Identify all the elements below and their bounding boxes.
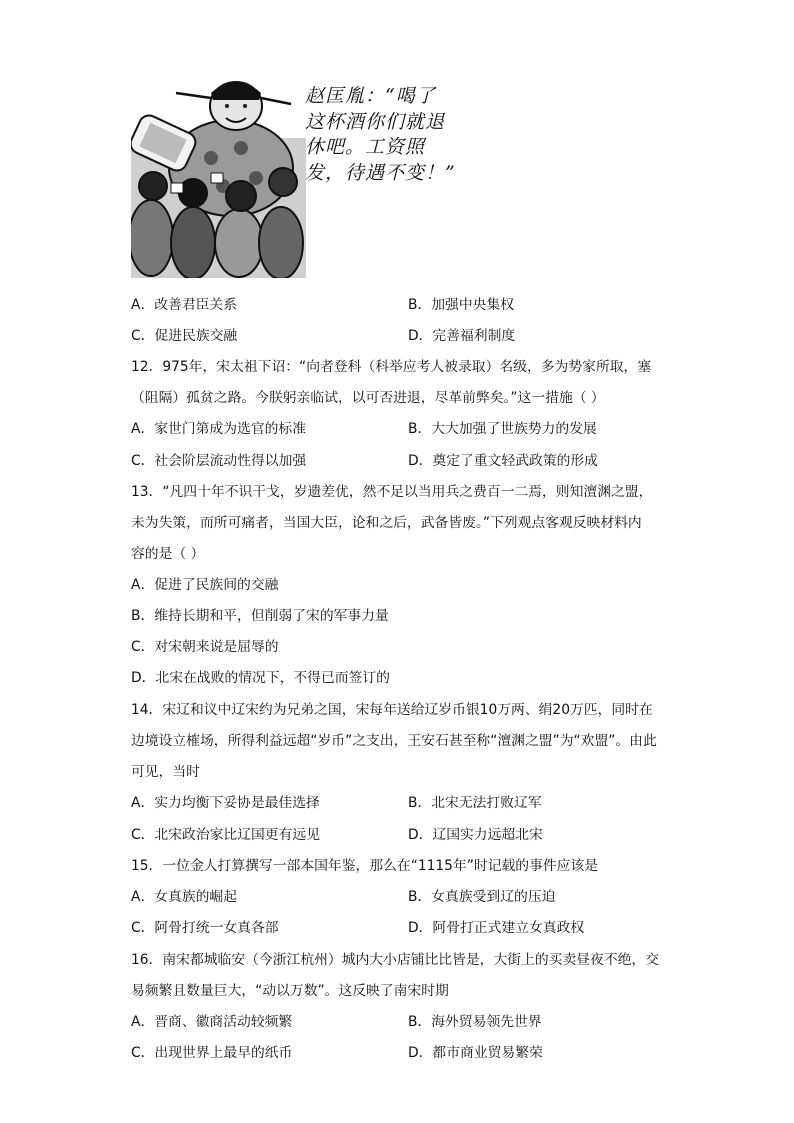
q13-stem-line-2: 未为失策，而所可痛者，当国大臣，论和之后，武备皆废。”下列观点客观反映材料内 xyxy=(131,515,642,531)
q16-option-b: B．海外贸易领先世界 xyxy=(408,1014,542,1030)
q13-stem-line-1: 13．“凡四十年不识干戈，岁遗差优，然不足以当用兵之费百一二焉，则知澶渊之盟， xyxy=(131,484,653,500)
q14-option-a: A．实力均衡下妥协是最佳选择 xyxy=(131,795,320,811)
q13-option-d: D．北宋在战败的情况下，不得已而签订的 xyxy=(131,670,390,686)
q12-stem-line-2: （阻隔）孤贫之路。今朕躬亲临试，以可否进退，尽革前弊矣。”这一措施（ ） xyxy=(131,390,605,406)
q14-option-c: C．北宋政治家比辽国更有远见 xyxy=(131,827,320,843)
cartoon-caption xyxy=(305,84,480,186)
q15-option-d: D．阿骨打正式建立女真政权 xyxy=(408,920,585,936)
caption-line: 发，待遇不变！” xyxy=(305,161,456,184)
q15-option-c: C．阿骨打统一女真各部 xyxy=(131,920,279,936)
q13-option-b: B．维持长期和平，但削弱了宋的军事力量 xyxy=(131,608,389,624)
q13-stem-line-3: 容的是（ ） xyxy=(131,546,205,562)
q14-stem-line-3: 可见，当时 xyxy=(131,764,200,780)
caption-line: 休吧。工资照 xyxy=(305,136,426,158)
q16-stem-line-2: 易频繁且数量巨大，“动以万数”。这反映了南宋时期 xyxy=(131,983,449,999)
q15-option-a: A．女真族的崛起 xyxy=(131,889,238,905)
q15-option-b: B．女真族受到辽的压迫 xyxy=(408,889,556,905)
q13-option-c: C．对宋朝来说是屈辱的 xyxy=(131,639,279,655)
q14-option-b: B．北宋无法打败辽军 xyxy=(408,795,542,811)
q11-option-d: D．完善福利制度 xyxy=(408,328,516,344)
q12-option-a: A．家世门第成为选官的标准 xyxy=(131,421,306,437)
q16-stem-line-1: 16．南宋都城临安（今浙江杭州）城内大小店铺比比皆是，大街上的买卖昼夜不绝，交 xyxy=(131,952,660,968)
q12-option-c: C．社会阶层流动性得以加强 xyxy=(131,453,307,469)
q16-option-a: A．晋商、徽商活动较频繁 xyxy=(131,1014,293,1030)
q16-option-c: C．出现世界上最早的纸币 xyxy=(131,1045,293,1061)
q16-option-d: D．都市商业贸易繁荣 xyxy=(408,1045,543,1061)
q12-stem-line-1: 12．975年，宋太祖下诏：“向者登科（科举应考人被录取）名级，多为势家所取，塞 xyxy=(131,359,652,375)
q14-stem-line-2: 边境设立榷场，所得利益远超“岁币”之支出，王安石甚至称“澶渊之盟”为“欢盟”。由此 xyxy=(131,733,657,749)
q11-option-a: A．改善君臣关系 xyxy=(131,297,238,313)
caption-line: 赵匡胤：“喝了 xyxy=(305,85,436,107)
q15-stem-line-1: 15．一位金人打算撰写一部本国年鉴，那么在“1115年”时记载的事件应该是 xyxy=(131,858,599,874)
q13-option-a: A．促进了民族间的交融 xyxy=(131,577,279,593)
q11-option-b: B．加强中央集权 xyxy=(408,297,515,313)
caption-line: 这杯酒你们就退 xyxy=(305,110,446,133)
q12-option-d: D．奠定了重文轻武政策的形成 xyxy=(408,453,598,469)
q12-option-b: B．大大加强了世族势力的发展 xyxy=(408,421,597,437)
q14-stem-line-1: 14．宋辽和议中辽宋约为兄弟之国，宋每年送给辽岁币银10万两、绢20万匹，同时在 xyxy=(131,702,653,718)
q14-option-d: D．辽国实力远超北宋 xyxy=(408,827,543,843)
q11-option-c: C．促进民族交融 xyxy=(131,328,238,344)
